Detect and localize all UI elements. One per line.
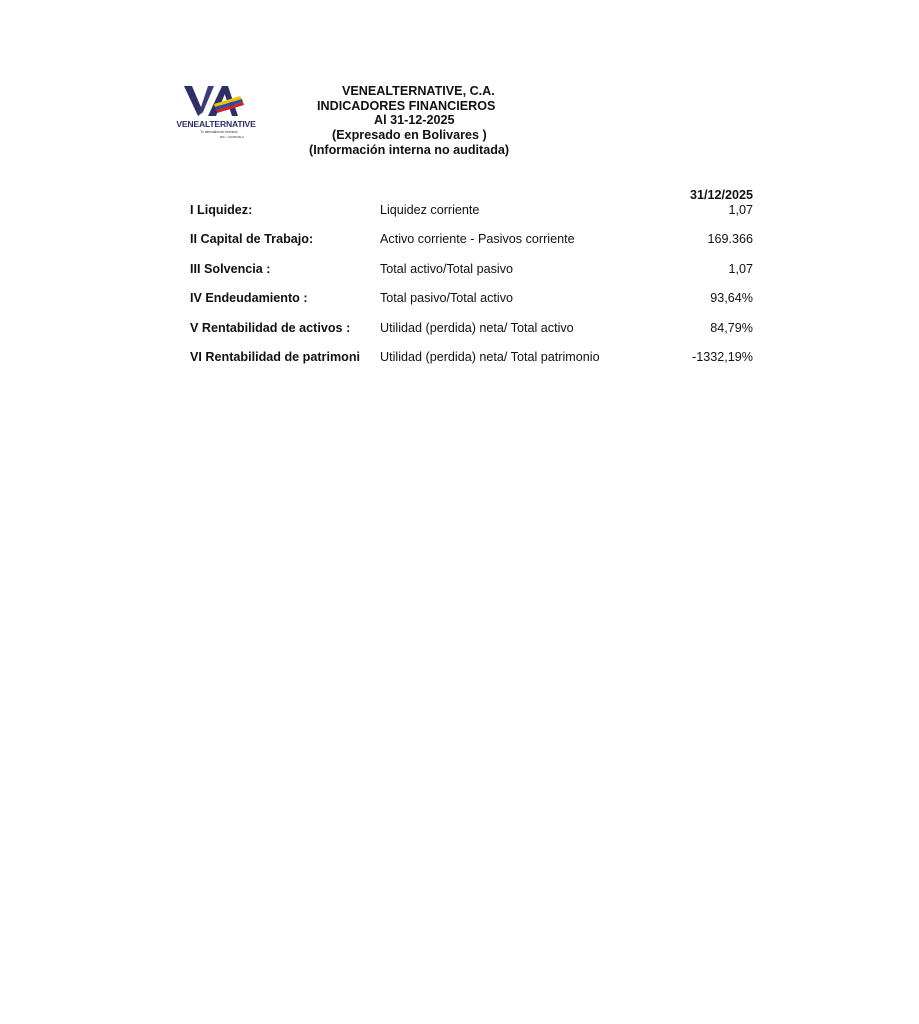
indicator-name: IV Endeudamiento : <box>190 291 308 305</box>
indicator-row <box>190 321 753 337</box>
indicator-value: -1332,19% <box>692 350 753 364</box>
indicator-value: 1,07 <box>728 262 753 276</box>
indicator-row <box>190 350 753 366</box>
indicator-formula: Activo corriente - Pasivos corriente <box>380 232 575 246</box>
indicator-value: 169.366 <box>707 232 753 246</box>
indicator-formula: Utilidad (perdida) neta/ Total patrimonio <box>380 350 600 364</box>
indicator-row <box>190 262 753 278</box>
logo-tagline: Tu alternativa de inversión <box>200 130 238 134</box>
report-title: INDICADORES FINANCIEROS <box>317 98 496 113</box>
report-header <box>290 84 540 158</box>
logo-rif: RIF.: J-0000000-0 <box>220 135 244 139</box>
indicator-value: 93,64% <box>710 291 753 305</box>
indicator-value: 1,07 <box>728 203 753 217</box>
indicator-formula: Total activo/Total pasivo <box>380 262 514 276</box>
va-logo-mark <box>170 82 262 122</box>
indicator-formula: Utilidad (perdida) neta/ Total activo <box>380 321 574 335</box>
indicator-formula: Liquidez corriente <box>380 203 480 217</box>
audit-note: (Información interna no auditada) <box>309 142 510 157</box>
company-logo <box>170 82 262 144</box>
indicator-name: V Rentabilidad de activos : <box>190 321 351 335</box>
indicator-name: II Capital de Trabajo: <box>190 232 314 246</box>
currency-note: (Expresado en Bolivares ) <box>332 128 487 143</box>
column-header-date: 31/12/2025 <box>689 188 753 202</box>
indicator-formula: Total pasivo/Total activo <box>380 291 514 305</box>
logo-name: VENEALTERNATIVE <box>176 119 256 129</box>
indicator-row <box>190 203 753 219</box>
indicator-value: 84,79% <box>710 321 753 335</box>
indicator-row <box>190 232 753 248</box>
report-date: Al 31-12-2025 <box>374 113 455 128</box>
company-name: VENEALTERNATIVE, C.A. <box>342 84 495 98</box>
indicator-name: III Solvencia : <box>190 262 271 276</box>
indicator-name: VI Rentabilidad de patrimoni <box>190 350 361 364</box>
indicator-name: I Liquidez: <box>190 203 253 217</box>
indicator-row <box>190 291 753 307</box>
